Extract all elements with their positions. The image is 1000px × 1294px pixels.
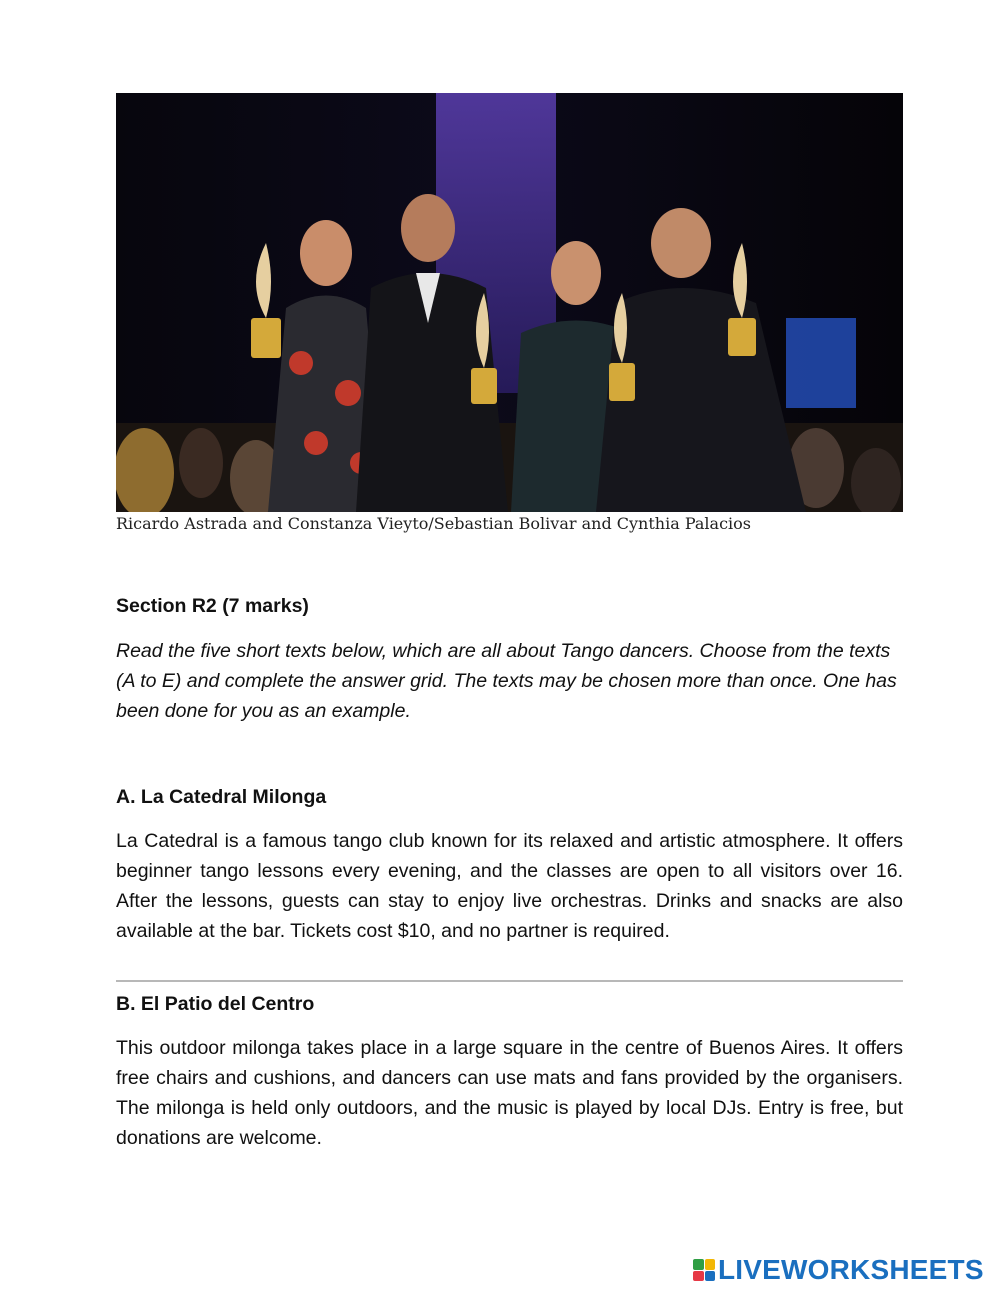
section-divider bbox=[116, 980, 903, 982]
text-a-heading: A. La Catedral Milonga bbox=[116, 786, 327, 808]
dancers-photo bbox=[116, 93, 903, 512]
photo-caption: Ricardo Astrada and Constanza Vieyto/Sebastian Bolivar and Cynthia Palacios bbox=[116, 514, 751, 533]
text-b-heading: B. El Patio del Centro bbox=[116, 993, 315, 1015]
section-instructions: Read the five short texts below, which are all about Tango dancers. Choose from the texts (A to E) and complete the answer grid. The texts may be chosen more than once. One has been done for you as an example. bbox=[116, 640, 897, 722]
logo-square-yellow bbox=[705, 1259, 716, 1270]
logo-square-red bbox=[693, 1271, 704, 1282]
section-title: Section R2 (7 marks) bbox=[116, 595, 309, 617]
logo-square-green bbox=[693, 1259, 704, 1270]
liveworksheets-logo-icon bbox=[693, 1259, 715, 1281]
liveworksheets-logo[interactable] bbox=[693, 1255, 984, 1285]
text-b-body: This outdoor milonga takes place in a large square in the centre of Buenos Aires. It offers free chairs and cushions, and dancers can use mats and fans provided by the organisers. The milonga is held only outdoors, and the music is played by local DJs. Entry is free, but donations are welcome. bbox=[116, 1037, 903, 1149]
logo-text: LIVEWORKSHEETS bbox=[718, 1254, 984, 1285]
logo-square-blue bbox=[705, 1271, 716, 1282]
text-a-body: La Catedral is a famous tango club known for its relaxed and artistic atmosphere. It offers beginner tango lessons every evening, and the classes are open to all visitors over 16. After the lessons, guests can stay to enjoy live orchestras. Drinks and snacks are also available at the bar. Tickets cost $10, and no partner is required. bbox=[116, 830, 903, 942]
